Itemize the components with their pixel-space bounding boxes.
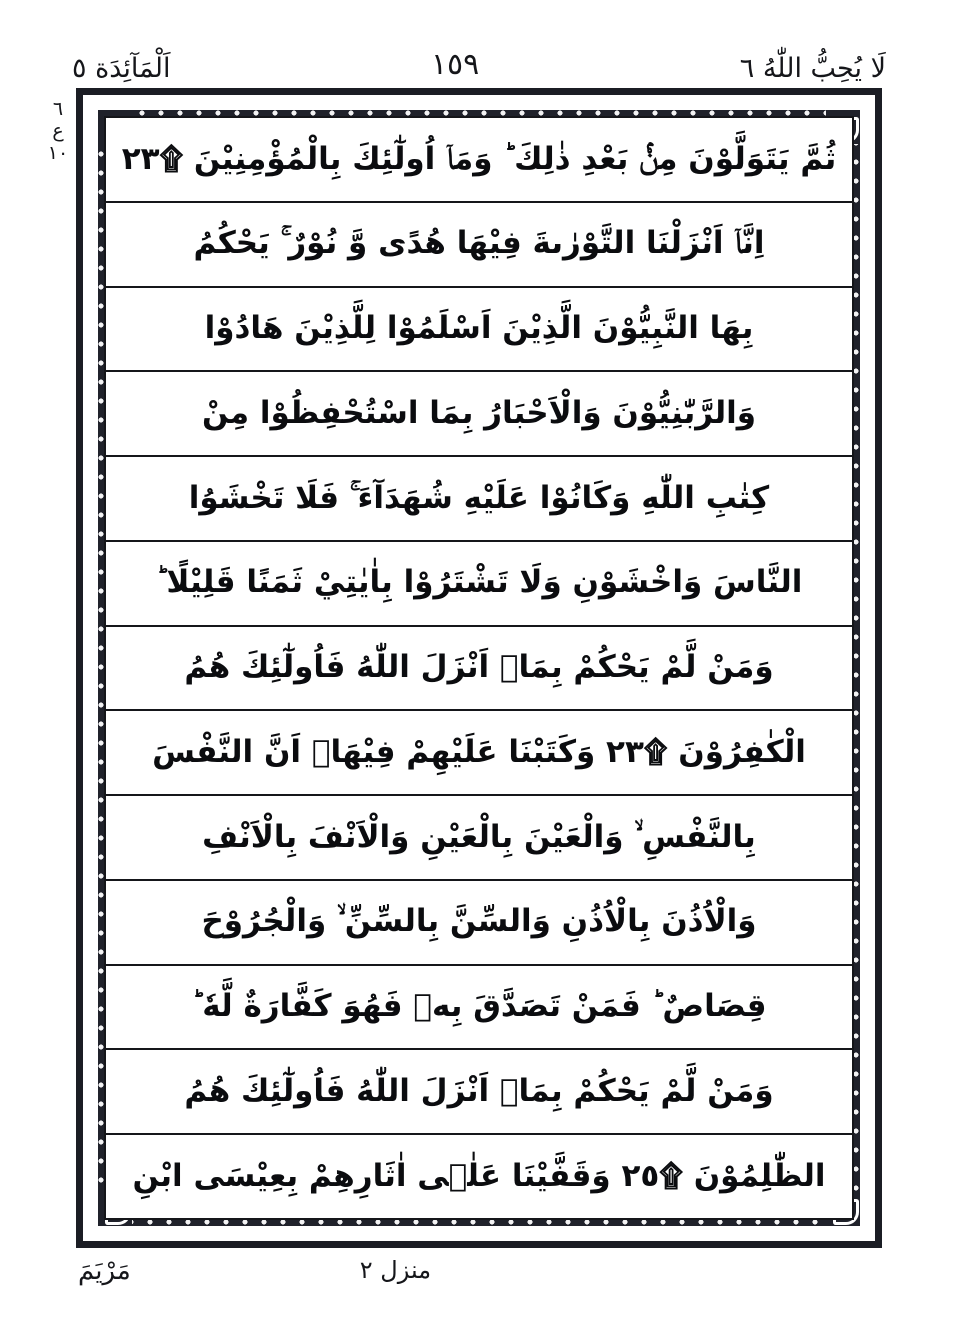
ayah-line [106,288,852,373]
ayah-line [106,881,852,966]
ayah-line [106,627,852,712]
ornamental-frame [76,88,882,1248]
ayah-line [106,457,852,542]
ruku-marker [44,100,72,163]
ayah-line-text: بِهَا النَّبِيُّوْنَ الَّذِيْنَ اَسْلَمُوْا لِلَّذِيْنَ هَادُوْا [204,310,754,347]
ayah-line [106,542,852,627]
ayah-line [106,1135,852,1218]
ayah-line [106,711,852,796]
page-number: ١٥٩ [430,47,480,82]
ayah-line-list [106,118,852,1218]
surah-label: اَلْمَآئِدَة ٥ [72,53,171,84]
ayah-line [106,966,852,1051]
ayah-line-text: قِصَاصٌ ؕ فَمَنْ تَصَدَّقَ بِهٖ فَهُوَ كَفَّارَةٌ لَّهٗ ؕ [191,988,767,1025]
ayah-line [106,372,852,457]
manzil-label: منزل ٢ [359,1256,432,1284]
ayah-line [106,118,852,203]
ruku-juz-part: ٦ [52,98,64,120]
ayah-line [106,203,852,288]
ayah-line-text: النَّاسَ وَاخْشَوْنِ وَلَا تَشْتَرُوْا بِاٰيٰتِيْ ثَمَنًا قَلِيْلًا ؕ [155,564,803,601]
page-footer [0,1258,958,1318]
page-header [0,30,958,82]
ayah-line-text: ثُمَّ يَتَوَلَّوْنَ مِنْۢ بَعْدِ ذٰلِكَ ؕ وَمَاۤ اُولٰٓئِكَ بِالْمُؤْمِنِيْنَ ۩٢٣ [121,140,837,177]
catchword: مَرْيَمَ [78,1256,131,1286]
ayah-line [106,1050,852,1135]
ayah-line-text: وَالْاُذُنَ بِالْاُذُنِ وَالسِّنَّ بِالسِّنِّ ۙ وَالْجُرُوْحَ [201,903,757,940]
ayah-line-text: كِتٰبِ اللّٰهِ وَكَانُوْا عَلَيْهِ شُهَدَآءَ ۚ فَلَا تَخْشَوُا [188,479,770,516]
ayah-line [106,796,852,881]
text-block [104,116,854,1220]
ayah-line-text: وَمَنْ لَّمْ يَحْكُمْ بِمَاۤ اَنْزَلَ اللّٰهُ فَاُولٰٓئِكَ هُمُ [184,1072,774,1109]
ayah-line-text: وَالرَّبّٰنِيُّوْنَ وَالْاَحْبَارُ بِمَا اسْتُحْفِظُوْا مِنْ [201,394,757,431]
ayah-line-text: وَمَنْ لَّمْ يَحْكُمْ بِمَاۤ اَنْزَلَ اللّٰهُ فَاُولٰٓئِكَ هُمُ [184,649,774,686]
juz-label: لَا يُحِبُّ اللّٰهُ ٦ [739,53,886,84]
ayah-line-text: الظّٰلِمُوْنَ ۩٢٥ وَقَفَّيْنَا عَلٰۤى اٰثَارِهِمْ بِعِيْسَى ابْنِ [132,1157,826,1194]
ayah-line-text: الْكٰفِرُوْنَ ۩٢٣ وَكَتَبْنَا عَلَيْهِمْ فِيْهَاۤ اَنَّ النَّفْسَ [152,733,806,770]
ruku-symbol-icon: ع [52,120,64,142]
ayah-line-text: اِنَّاۤ اَنْزَلْنَا التَّوْرٰىةَ فِيْهَا هُدًى وَّ نُوْرٌ ۚ يَحْكُمُ [193,225,765,262]
ayah-line-text: بِالنَّفْسِ ۙ وَالْعَيْنَ بِالْعَيْنِ وَالْاَنْفَ بِالْاَنْفِ [202,818,756,855]
ruku-count: ١٠ [47,142,69,164]
